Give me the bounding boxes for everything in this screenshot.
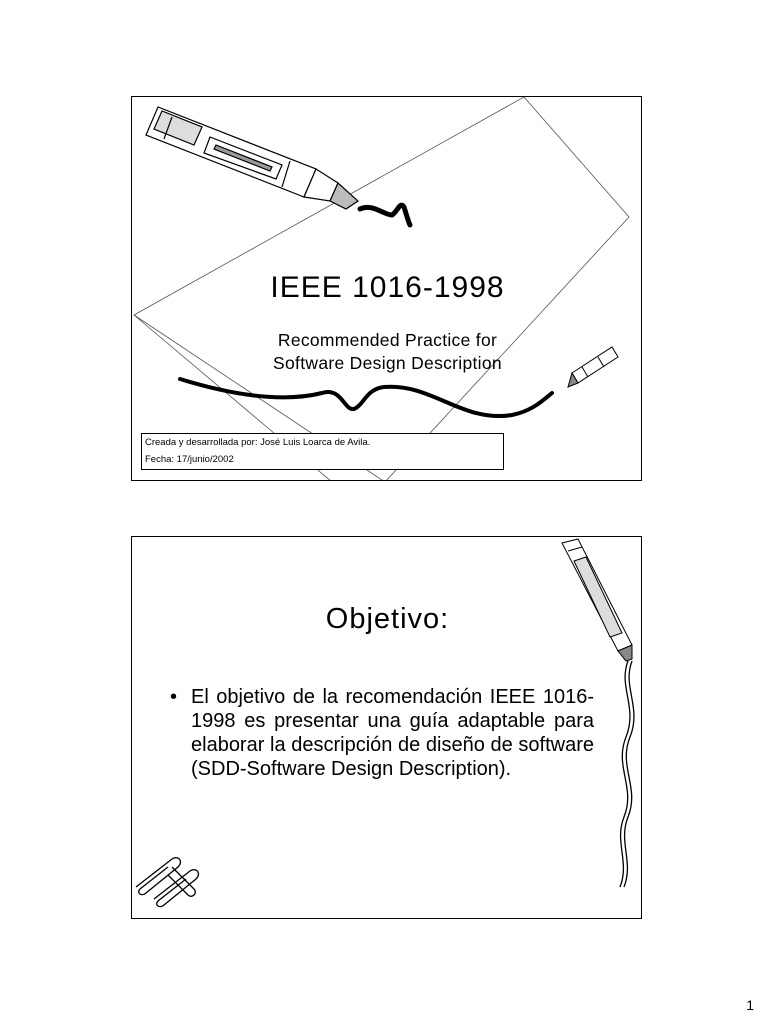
- ink-stroke-small: [360, 205, 410, 225]
- slide-subtitle-line-2: Software Design Description: [273, 353, 502, 373]
- page-number: 1: [746, 997, 754, 1013]
- slide-title: IEEE 1016-1998: [270, 271, 505, 304]
- bullet-item: [170, 685, 594, 781]
- credits-author: Creada y desarrollada por: José Luis Loarca de Avila.: [145, 437, 371, 448]
- slide-1: [131, 96, 642, 481]
- marker-pen-icon: [146, 107, 358, 209]
- slide-subtitle-line-1: Recommended Practice for: [277, 330, 498, 350]
- pen-icon: [562, 539, 632, 661]
- slide-2: [131, 536, 642, 919]
- paper-clip-icon: [136, 858, 198, 907]
- ink-wave-line: [180, 379, 552, 416]
- bullet-text: El objetivo de la recomendación IEEE 1016-1998 es presentar una guía adaptable para elaborar la descripción de diseño de software (SDD-Software Design Description).: [191, 686, 594, 780]
- slide-title: Objetivo:: [325, 603, 450, 635]
- bullet-dot: •: [170, 686, 178, 708]
- credits-date: Fecha: 17/junio/2002: [145, 454, 234, 465]
- credits-box: [141, 433, 504, 470]
